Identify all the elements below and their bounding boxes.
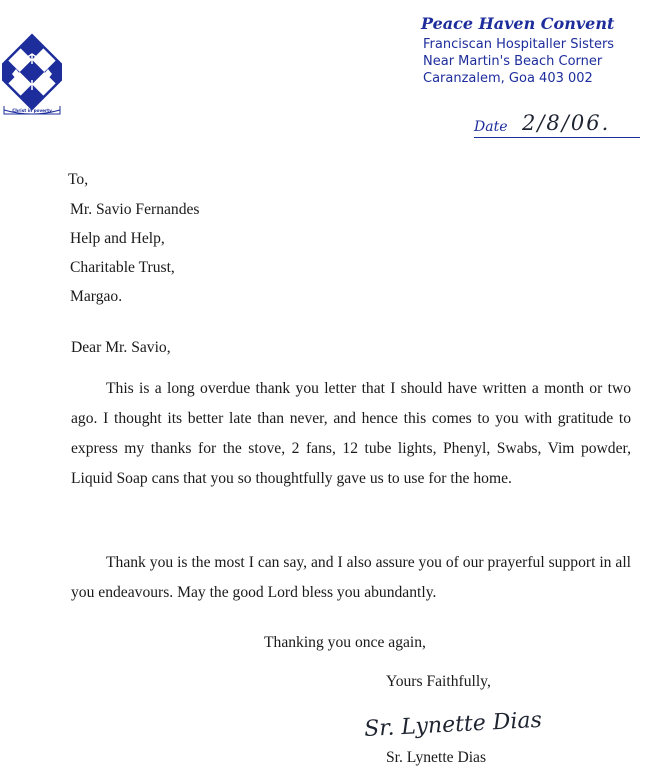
body-paragraph-1: This is a long overdue thank you letter that I should have written a month or two ago. I thought its better late than never, and hence this comes to you with gratitude to express my thanks for the stove, 2 fans, 12 tube lights, Phenyl, Swabs, Vim powder, Liquid Soap cans that you so thoughtfully gave us to use for the home. [71,380,631,487]
handwritten-signature [360,700,604,744]
greeting: Dear Mr. Savio, [71,339,171,356]
date-field [474,111,640,138]
address-line-1: Franciscan Hospitaller Sisters [423,37,615,52]
signatory-name: Sr. Lynette Dias [386,749,487,766]
recipient-to: To, [68,171,89,188]
address-line-3: Caranzalem, Goa 403 002 [423,71,593,86]
address-line-2: Near Martin's Beach Corner [423,54,603,69]
recipient-line-1: Help and Help, [70,230,165,247]
letterhead [423,14,645,87]
recipient-city: Margao. [70,288,123,305]
date-label: Date [474,119,508,135]
organization-name: Peace Haven Convent [421,14,615,33]
convent-crest-logo [2,14,62,120]
signature-text: Sr. Lynette Dias [363,707,543,743]
recipient-name: Mr. Savio Fernandes [70,201,200,218]
recipient-line-2: Charitable Trust, [70,259,175,276]
closing-thanks: Thanking you once again, [264,634,426,651]
body-paragraph-2: Thank you is the most I can say, and I also assure you of our prayerful support in all you endeavours. May the good Lord bless you abundantly. [71,554,631,601]
sign-off: Yours Faithfully, [386,673,491,690]
logo-motto: Christ in poverty [12,108,52,113]
date-value-handwritten: 2/8/06. [522,111,611,135]
